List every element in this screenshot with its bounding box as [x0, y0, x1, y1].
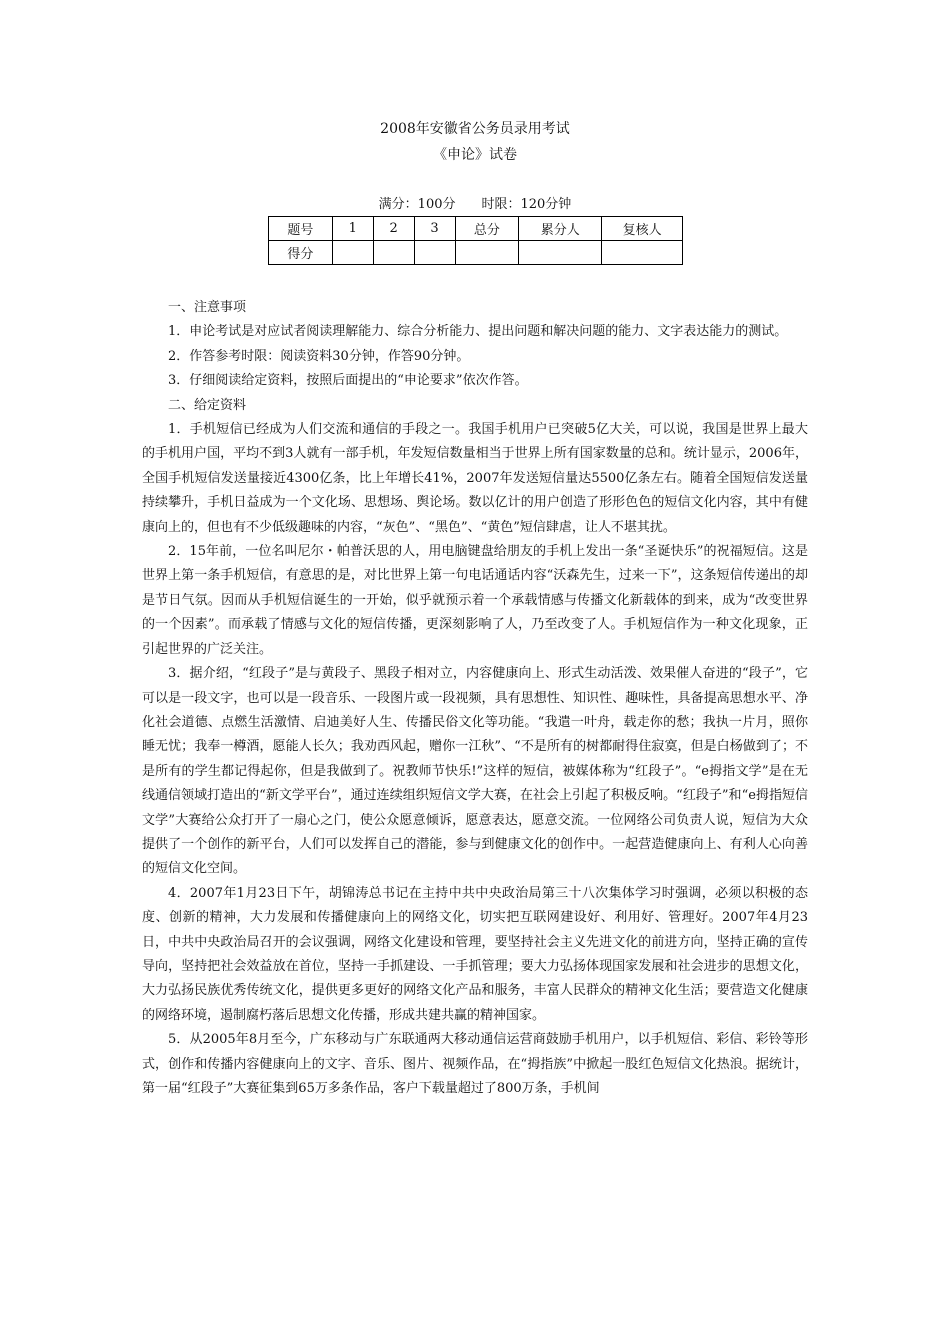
- score-header-cell: 复核人: [602, 217, 683, 241]
- score-header-cell: 3: [414, 217, 455, 241]
- score-cell[interactable]: [332, 241, 373, 265]
- score-cell[interactable]: [519, 241, 602, 265]
- material-heading: 二、给定资料: [168, 397, 247, 413]
- body-text: [142, 296, 808, 1101]
- score-cell[interactable]: [414, 241, 455, 265]
- notice-item: 3．仔细阅读给定资料，按照后面提出的“申论要求”依次作答。: [168, 373, 528, 389]
- score-cell[interactable]: [602, 241, 683, 265]
- material-item: 2．15年前，一位名叫尼尔・帕普沃思的人，用电脑键盘给朋友的手机上发出一条“圣诞快乐”的祝福短信。这是世界上第一条手机短信，有意思的是，对比世界上第一句电话通话内容“沃森先生，过来一下”，这条短信传递出的却是节日气氛。因而从手机短信诞生的一开始，似乎就预示着一个承载情感与传播文化新载体的到来，成为“改变世界的一个因素”。而承载了情感与文化的短信传播，更深刻影响了人，乃至改变了人。手机短信作为一种文化现象，正引起世界的广泛关注。: [142, 544, 808, 657]
- material-item: 5．从2005年8月至今，广东移动与广东联通两大移动通信运营商鼓励手机用户，以手机短信、彩信、彩铃等形式，创作和传播内容健康向上的文字、音乐、图片、视频作品，在“拇指族”中掀起一股红色短信文化热浪。据统计，第一届“红段子”大赛征集到65万多条作品，客户下载量超过了800万条，手机间: [142, 1032, 808, 1096]
- score-header-cell: 题号: [269, 217, 333, 241]
- notice-item: 2．作答参考时限：阅读资料30分钟，作答90分钟。: [168, 348, 470, 364]
- page-subtitle: 《申论》试卷: [433, 147, 517, 163]
- score-table: [268, 216, 683, 265]
- score-cell[interactable]: [455, 241, 519, 265]
- score-table-score-row: [269, 241, 683, 265]
- material-item: 1．手机短信已经成为人们交流和通信的手段之一。我国手机用户已突破5亿大关，可以说，我国是世界上最大的手机用户国，平均不到3人就有一部手机，年发短信数量相当于世界上所有国家数量的总和。统计显示，2006年，全国手机短信发送量接近4300亿条，比上年增长41%，2007年发送短信量达5500亿条左右。随着全国短信发送量持续攀升，手机日益成为一个文化场、思想场、舆论场。数以亿计的用户创造了形形色色的短信文化内容，其中有健康向上的，但也有不少低级趣味的内容，“灰色”、“黑色”、“黄色”短信肆虐，让人不堪其扰。: [142, 422, 808, 535]
- score-header-cell: 累分人: [519, 217, 602, 241]
- notice-heading: 一、注意事项: [168, 300, 247, 315]
- score-header-cell: 总分: [455, 217, 519, 241]
- score-header-cell: 1: [332, 217, 373, 241]
- exam-info: 满分：100分 时限：120分钟: [378, 197, 572, 212]
- score-row-label: 得分: [269, 241, 333, 265]
- score-table-header-row: [269, 217, 683, 241]
- score-header-cell: 2: [373, 217, 414, 241]
- material-item: 4．2007年1月23日下午，胡锦涛总书记在主持中共中央政治局第三十八次集体学习时强调，必须以积极的态度、创新的精神，大力发展和传播健康向上的网络文化，切实把互联网建设好、利用好、管理好。2007年4月23日，中共中央政治局召开的会议强调，网络文化建设和管理，要坚持社会主义先进文化的前进方向，坚持正确的宣传导向，坚持把社会效益放在首位，坚持一手抓建设、一手抓管理；要大力弘扬体现国家发展和社会进步的思想文化，大力弘扬民族优秀传统文化，提供更多更好的网络文化产品和服务，丰富人民群众的精神文化生活；要营造文化健康的网络环境，遏制腐朽落后思想文化传播，形成共建共赢的精神国家。: [142, 885, 808, 1023]
- material-item: 3．据介绍，“红段子”是与黄段子、黑段子相对立，内容健康向上、形式生动活泼、效果催人奋进的“段子”，它可以是一段文字，也可以是一段音乐、一段图片或一段视频，具有思想性、知识性、趣味性，具备提高思想水平、净化社会道德、点燃生活激情、启迪美好人生、传播民俗文化等功能。“我遣一叶舟，载走你的愁；我执一片月，照你睡无忧；我奉一樽酒，愿能人长久；我劝西风起，赠你一江秋”、“不是所有的树都耐得住寂寞，但是白杨做到了；不是所有的学生都记得起你，但是我做到了。祝教师节快乐!”这样的短信，被媒体称为“红段子”。“e拇指文学”是在无线通信领域打造出的“新文学平台”，通过连续组织短信文学大赛，在社会上引起了积极反响。“红段子”和“e拇指短信文学”大赛给公众打开了一扇心之门，使公众愿意倾诉，愿意表达，愿意交流。一位网络公司负责人说，短信为大众提供了一个创作的新平台，人们可以发挥自己的潜能，参与到健康文化的创作中。一起营造健康向上、有利人心向善的短信文化空间。: [142, 666, 808, 877]
- score-cell[interactable]: [373, 241, 414, 265]
- notice-item: 1．申论考试是对应试者阅读理解能力、综合分析能力、提出问题和解决问题的能力、文字表达能力的测试。: [168, 324, 788, 340]
- page-title: 2008年安徽省公务员录用考试: [380, 121, 570, 137]
